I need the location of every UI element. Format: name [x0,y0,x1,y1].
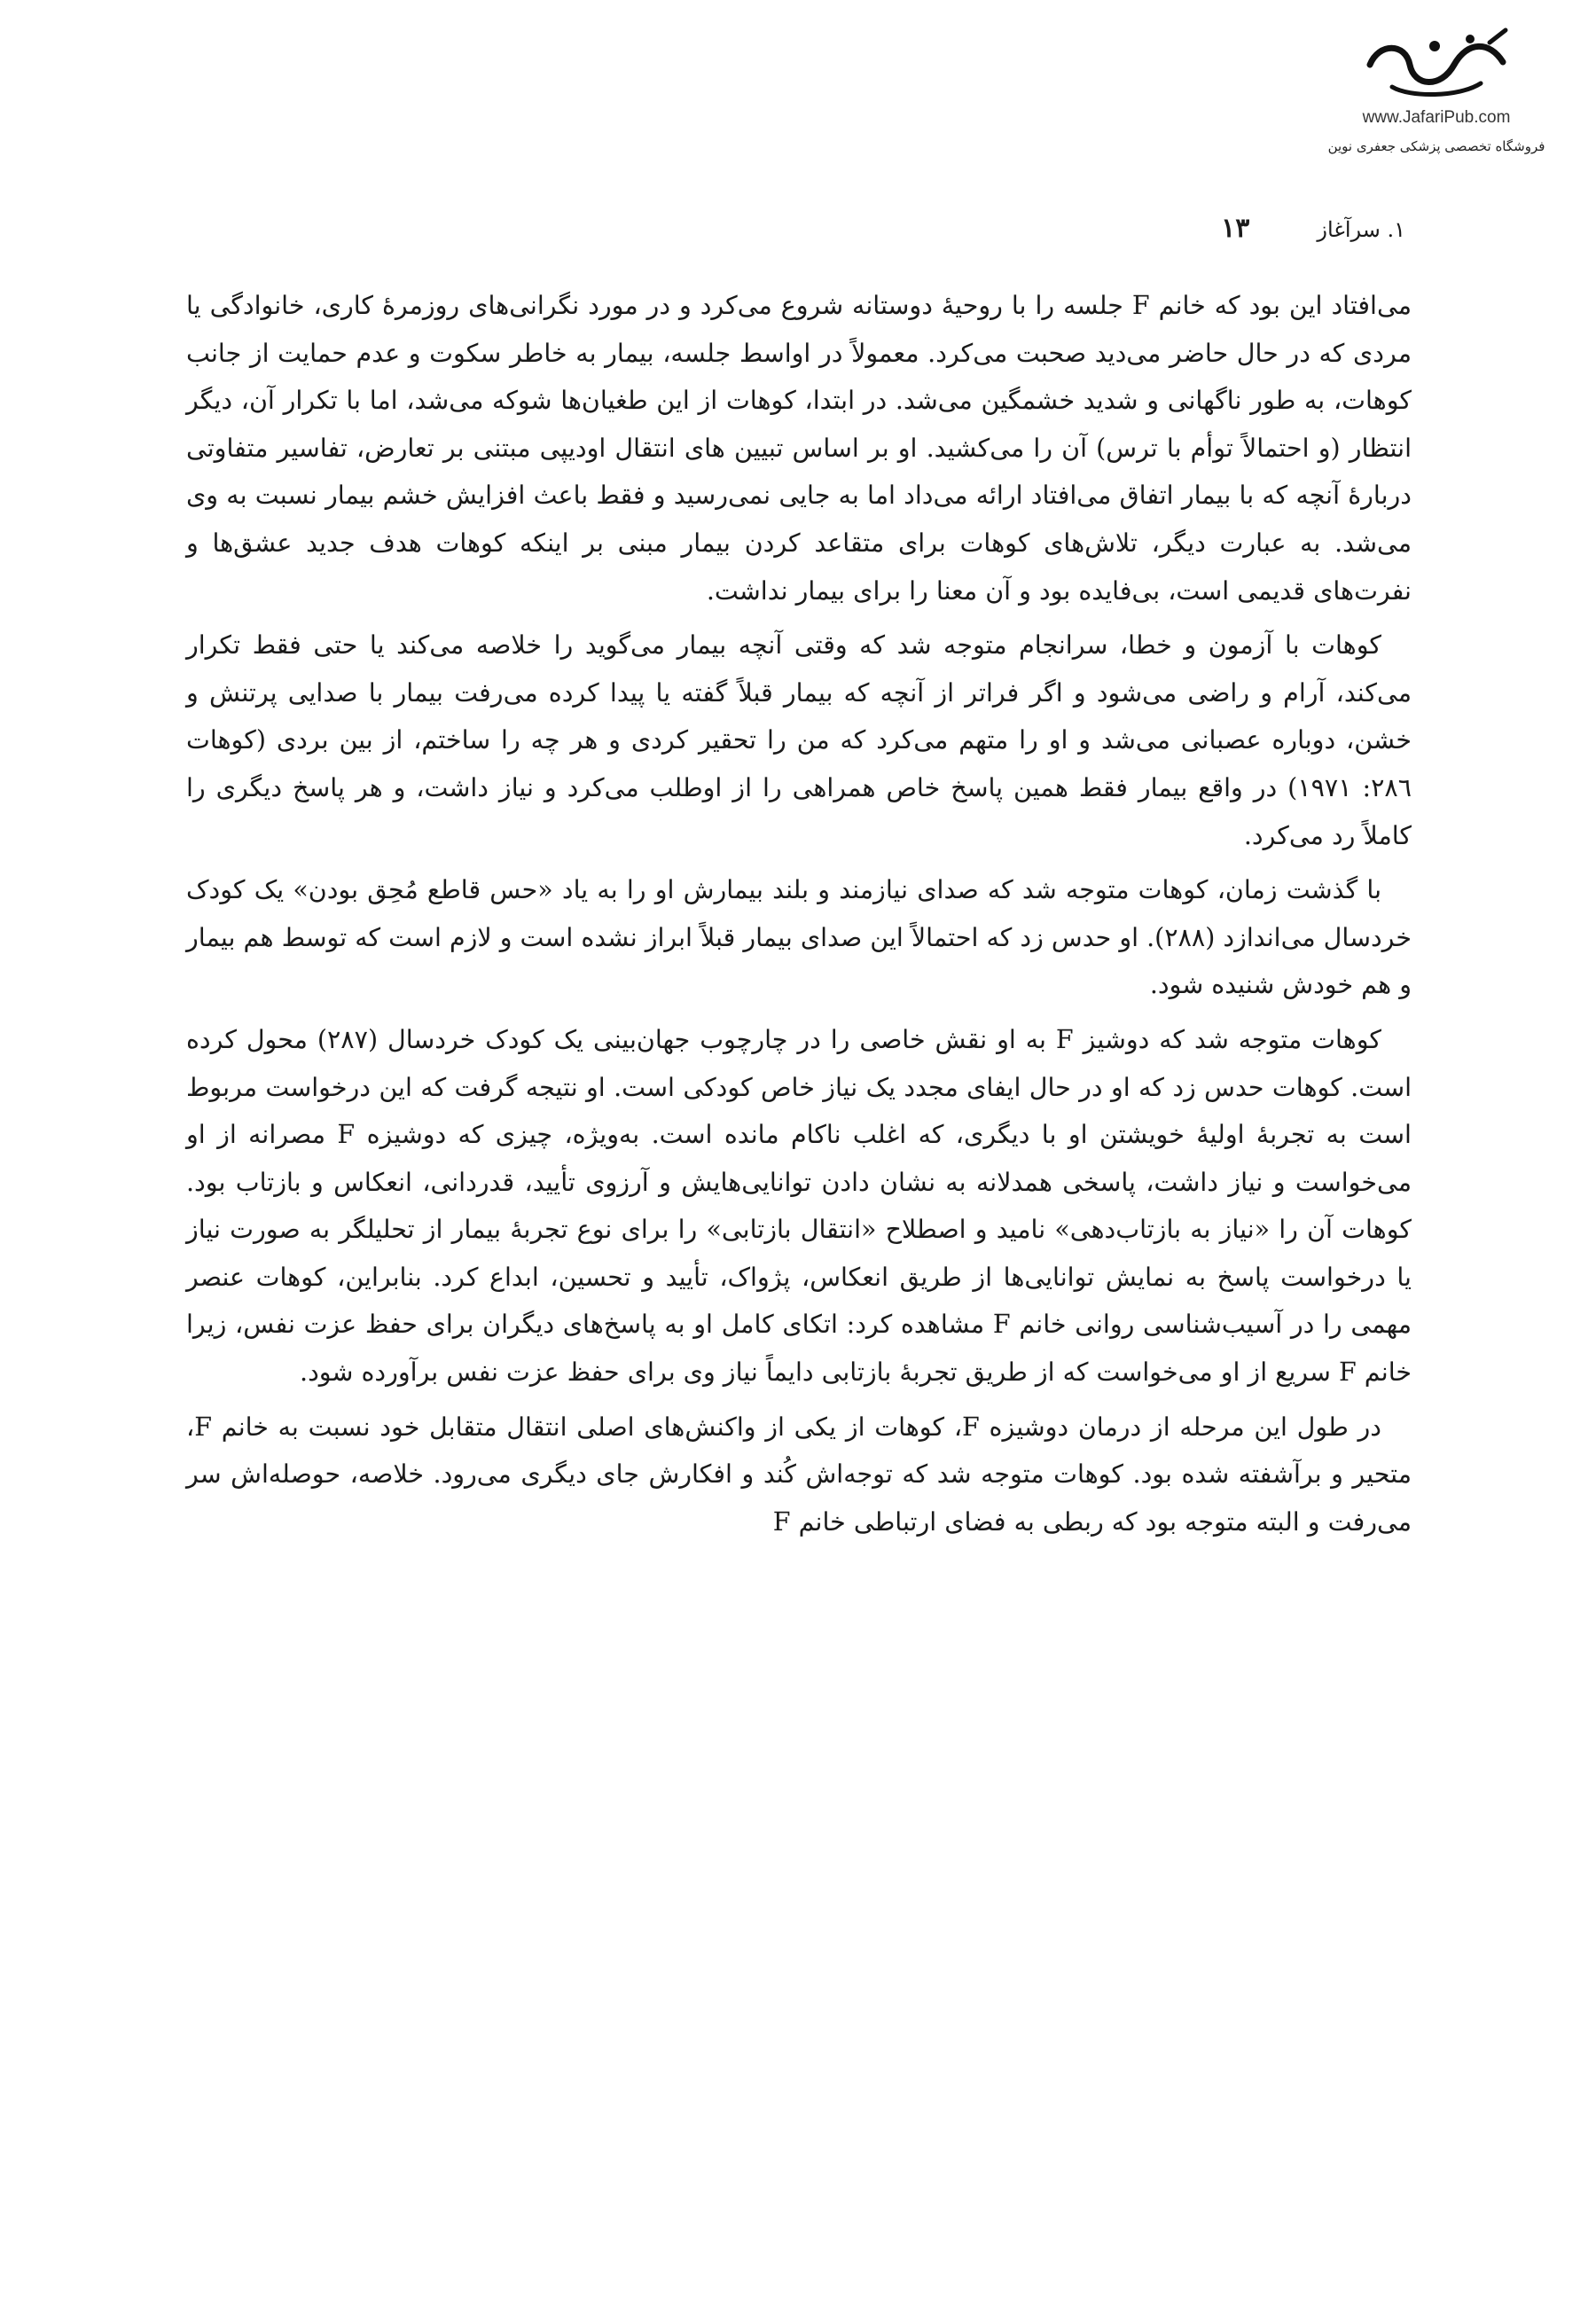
running-head [1221,213,1405,244]
page-number: ۱۳ [1221,213,1250,244]
body-text [186,282,1412,1553]
paragraph: می‌افتاد این بود که خانم F جلسه را با روحیهٔ دوستانه شروع می‌کرد و در مورد نگرانی‌های روزمرهٔ کاری، خانوادگی یا مردی که در حال حاضر می‌دید صحبت می‌کرد. معمولاً در اواسط جلسه، بیمار به خاطر سکوت و عدم حمایت از جانب کوهات، به طور ناگهانی و شدید خشمگین می‌شد. در ابتدا، کوهات از این طغیان‌ها شوکه می‌شد، اما با تکرار آن، دیگر انتظار (و احتمالاً توأم با ترس) آن را می‌کشید. او بر اساس تبیین های انتقال اودیپی مبتنی بر تعارض، تفاسیر متفاوتی دربارهٔ آنچه که با بیمار اتفاق می‌افتاد ارائه می‌داد اما به جایی نمی‌رسید و فقط باعث افزایش خشم بیمار نسبت به وی می‌شد. به عبارت دیگر، تلاش‌های کوهات برای متقاعد کردن بیمار مبنی بر اینکه کوهات هدف جدید عشق‌ها و نفرت‌های قدیمی است، بی‌فایده بود و آن معنا را برای بیمار نداشت. [186,291,1412,606]
publisher-logo [1303,25,1569,154]
paragraph: در طول این مرحله از درمان دوشیزه F، کوهات از یکی از واکنش‌های اصلی انتقال متقابل خود نسبت به خانم F، متحیر و برآشفته شده بود. کوهات متوجه شد که توجه‌اش کُند و افکارش جای دیگری می‌رود. خلاصه، حوصله‌اش سر می‌رفت و البته متوجه بود که ربطی به فضای ارتباطی خانم F [186,1412,1412,1537]
calligraphy-logo-icon [1357,25,1516,105]
chapter-title: ۱. سرآغاز [1317,217,1405,242]
paragraph: کوهات با آزمون و خطا، سرانجام متوجه شد که وقتی آنچه بیمار می‌گوید را خلاصه می‌کند یا حتی فقط تکرار می‌کند، آرام و راضی می‌شود و اگر فراتر از آنچه که بیمار قبلاً گفته یا پیدا کرده می‌رفت بیمار با صدایی پرتنش و خشن، دوباره عصبانی می‌شد و او را متهم می‌کرد که من را تحقیر کردی و هر چه را ساختم، از بین بردی (کوهات ۲۸٦: ۱۹۷۱) در واقع بیمار فقط همین پاسخ خاص همراهی را از اوطلب می‌کرد و نیاز داشت، و هر پاسخ دیگری را کاملاً رد می‌کرد. [186,630,1412,850]
paragraph: کوهات متوجه شد که دوشیز F به او نقش خاصی را در چارچوب جهان‌بینی یک کودک خردسال (۲۸۷) محول کرده است. کوهات حدس زد که او در حال ایفای مجدد یک نیاز خاص کودکی است. او نتیجه گرفت که این درخواست مربوط است به تجربهٔ اولیهٔ خویشتن او با دیگری، که اغلب ناکام مانده است. به‌ویژه، چیزی که دوشیزه F مصرانه از او می‌خواست و نیاز داشت، پاسخی همدلانه به نشان دادن توانایی‌هایش و آرزوی تأیید، قدردانی، انعکاس و بازتاب بود. کوهات آن را «نیاز به بازتاب‌دهی» نامید و اصطلاح «انتقال بازتابی» را برای نوع تجربهٔ بیمار از تحلیلگر به صورت نیاز یا درخواست پاسخ به نمایش توانایی‌ها از طریق انعکاس، پژواک، تأیید و تحسین، ابداع کرد. بنابراین، کوهات عنصر مهمی را در آسیب‌شناسی روانی خانم F مشاهده کرد: اتکای کامل او به پاسخ‌های دیگران برای حفظ عزت نفس، زیرا خانم F سریع از او می‌خواست که از طریق تجربهٔ بازتابی دایماً نیاز وی برای حفظ عزت نفس برآورده شود. [186,1024,1412,1388]
paragraph: با گذشت زمان، کوهات متوجه شد که صدای نیازمند و بلند بیمارش او را به یاد «حس قاطع مُحِق بودن» یک کودک خردسال می‌اندازد (۲۸۸). او حدس زد که احتمالاً این صدای بیمار قبلاً ابراز نشده است و لازم است که توسط هم بیمار و هم خودش شنیده شود. [186,875,1412,1000]
logo-url: www.JafariPub.com [1362,108,1511,127]
logo-tagline: فروشگاه تخصصی پزشکی جعفری نوین [1327,138,1545,154]
